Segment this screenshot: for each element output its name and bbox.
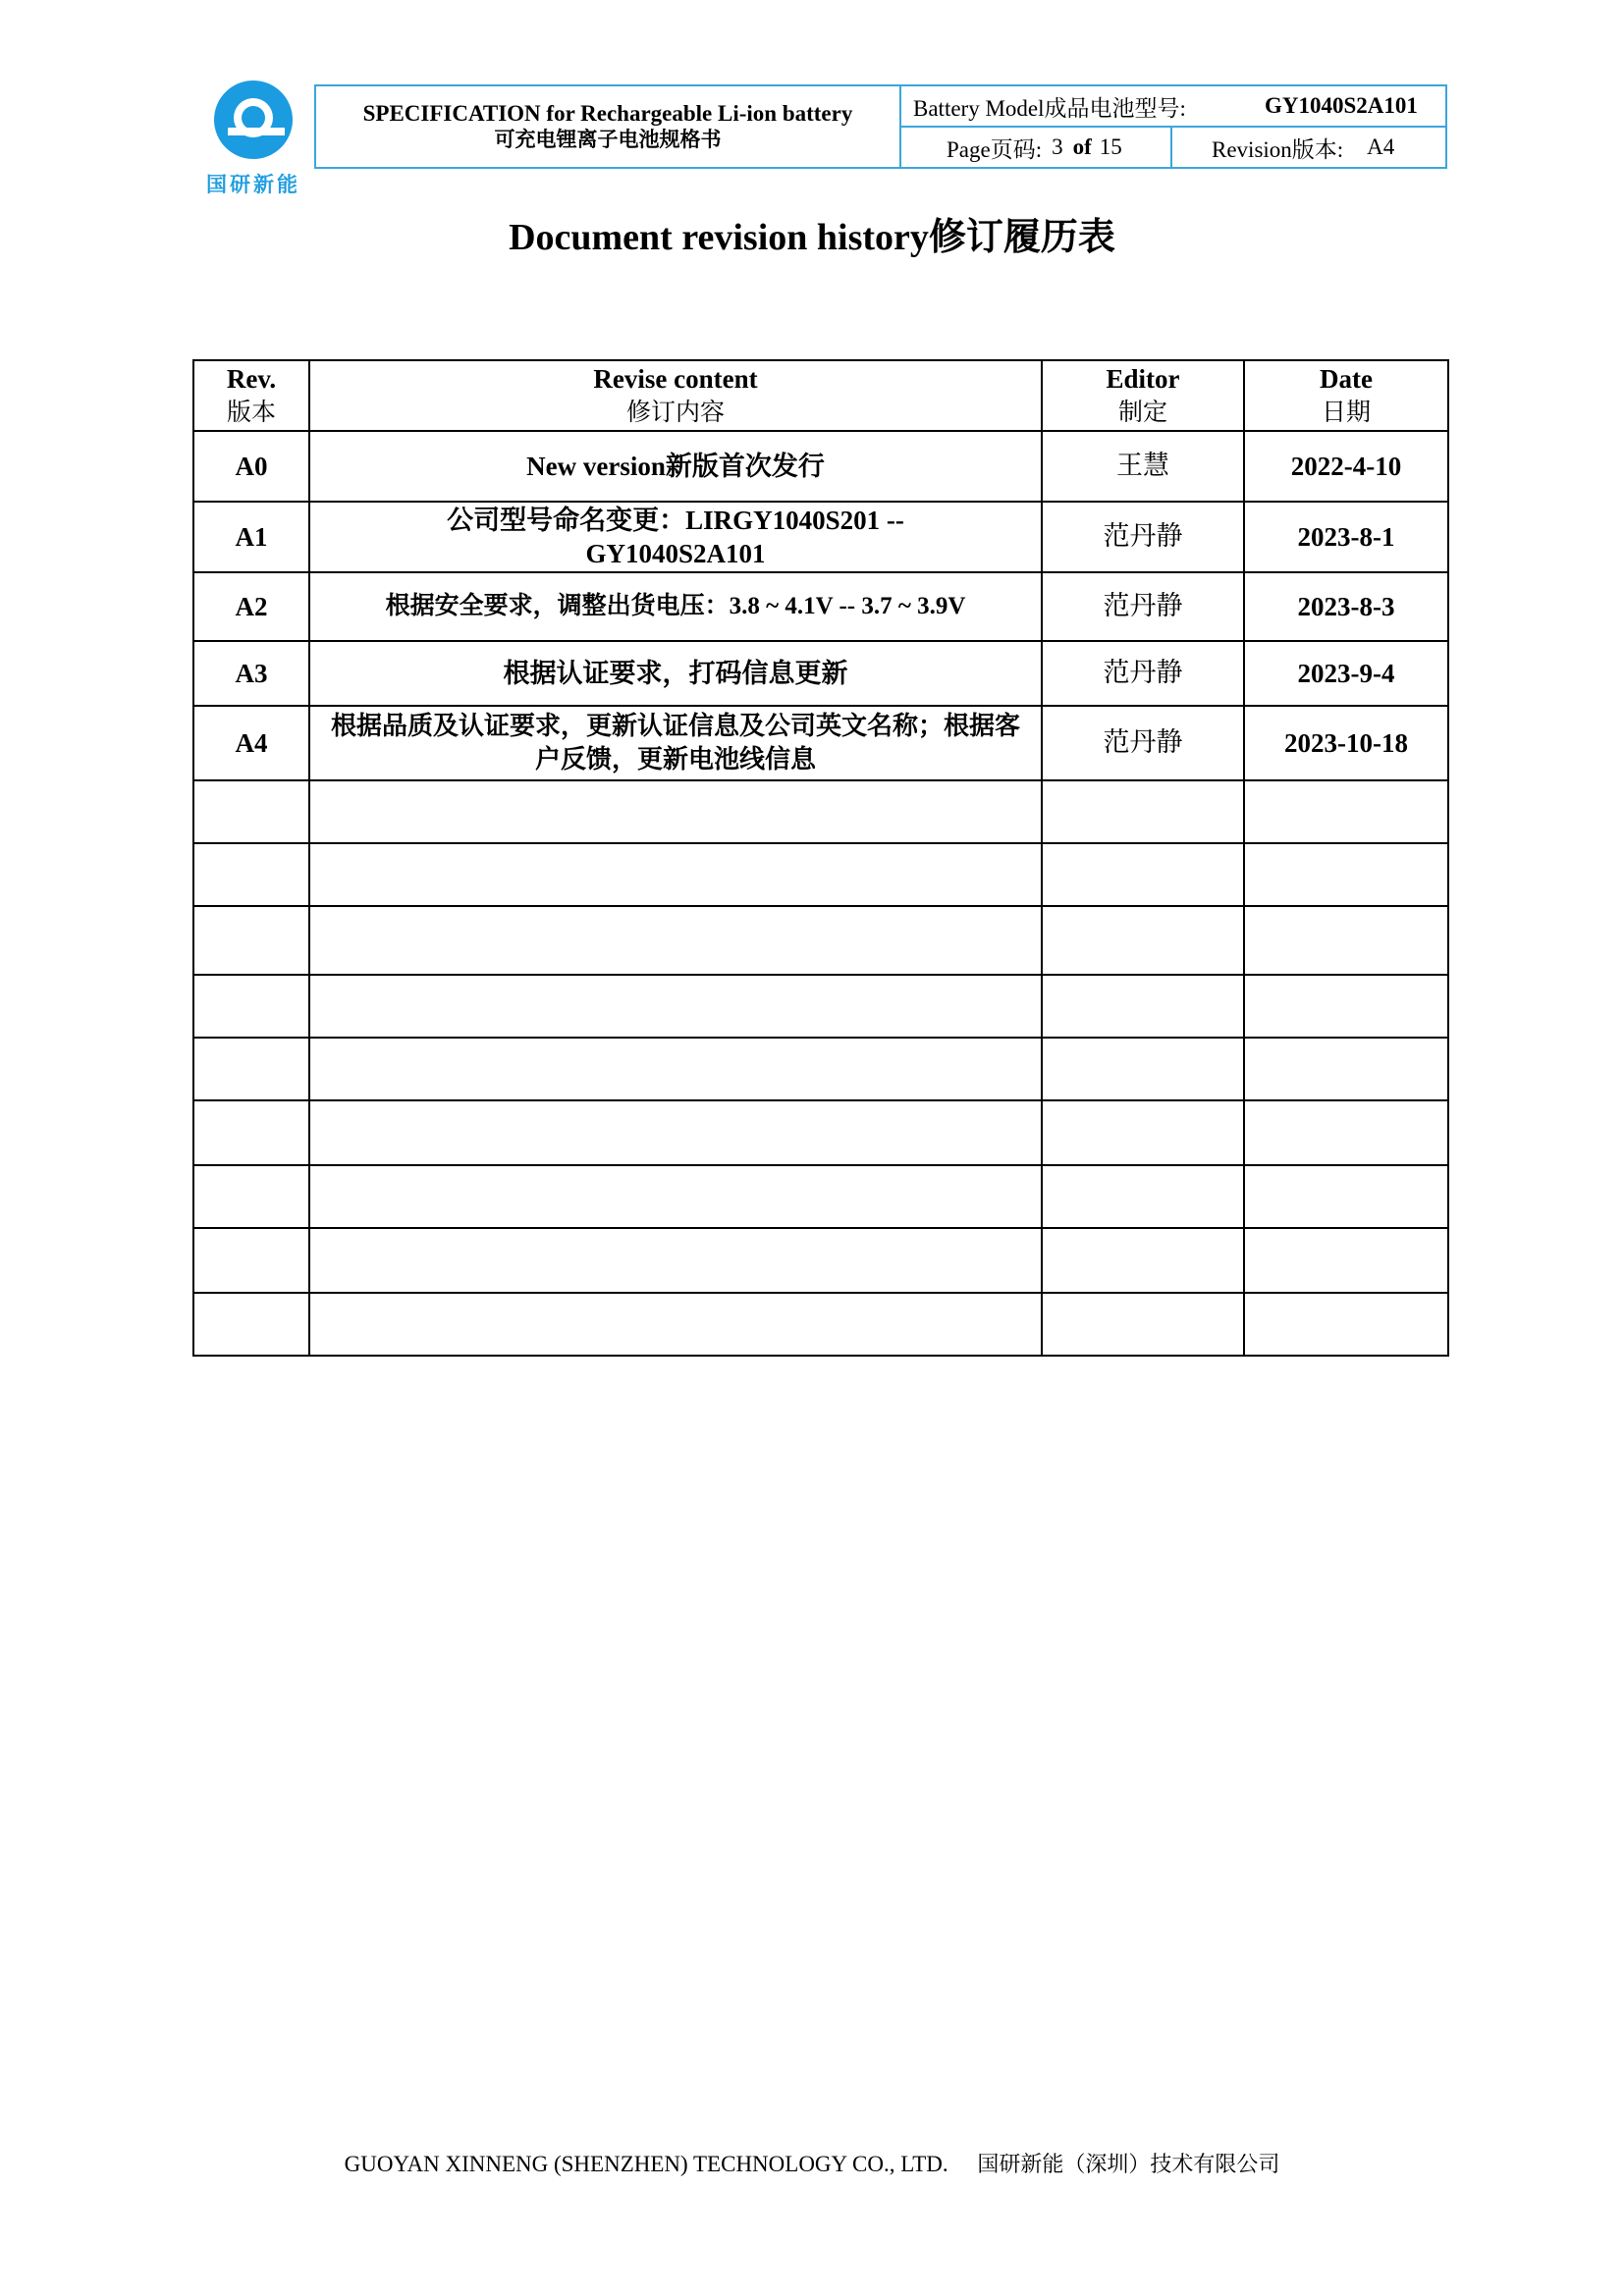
spec-meta-cell <box>901 86 1445 167</box>
empty-cell <box>1042 1293 1244 1356</box>
cell-date: 2023-9-4 <box>1244 641 1448 706</box>
cell-editor: 范丹静 <box>1042 572 1244 641</box>
spec-title-en: SPECIFICATION for Rechargeable Li-ion battery <box>362 101 853 126</box>
cell-editor: 范丹静 <box>1042 502 1244 572</box>
page-revision-row <box>901 128 1445 167</box>
empty-cell <box>1042 1228 1244 1293</box>
empty-row <box>193 906 1448 975</box>
empty-cell <box>193 1100 309 1165</box>
cell-rev: A3 <box>193 641 309 706</box>
empty-cell <box>193 906 309 975</box>
logo-emblem-icon <box>194 77 312 175</box>
revision-indicator <box>1172 132 1445 164</box>
empty-cell <box>193 1038 309 1100</box>
empty-cell <box>309 1228 1042 1293</box>
empty-row <box>193 1165 1448 1228</box>
table-row <box>193 641 1448 706</box>
cell-content: 根据品质及认证要求，更新认证信息及公司英文名称；根据客户反馈，更新电池线信息 <box>309 706 1042 780</box>
empty-cell <box>1244 1293 1448 1356</box>
empty-cell <box>309 843 1042 906</box>
cell-content: New version新版首次发行 <box>309 431 1042 502</box>
revision-history-table <box>192 359 1449 1357</box>
empty-row <box>193 780 1448 843</box>
table-row <box>193 502 1448 572</box>
empty-cell <box>1042 975 1244 1038</box>
empty-cell <box>1042 1100 1244 1165</box>
empty-cell <box>309 906 1042 975</box>
header-content <box>309 360 1042 431</box>
footer-company-zh: 国研新能（深圳）技术有限公司 <box>977 2153 1280 2177</box>
spec-header <box>314 84 1447 169</box>
empty-cell <box>1042 780 1244 843</box>
empty-cell <box>1042 906 1244 975</box>
revision-value: A4 <box>1367 134 1395 159</box>
empty-cell <box>1244 1038 1448 1100</box>
empty-cell <box>309 1165 1042 1228</box>
empty-row <box>193 1293 1448 1356</box>
empty-cell <box>1244 1100 1448 1165</box>
model-row <box>901 86 1445 128</box>
cell-date: 2023-8-1 <box>1244 502 1448 572</box>
cell-content: 根据认证要求，打码信息更新 <box>309 641 1042 706</box>
cell-content: 根据安全要求，调整出货电压：3.8 ~ 4.1V -- 3.7 ~ 3.9V <box>309 572 1042 641</box>
empty-cell <box>1042 1165 1244 1228</box>
logo-text: 国研新能 <box>206 173 300 196</box>
header-rev-zh: 版本 <box>226 398 276 426</box>
empty-cell <box>309 975 1042 1038</box>
page-of: of <box>1072 134 1092 159</box>
header-date-en: Date <box>1320 364 1373 394</box>
page-indicator <box>901 128 1172 167</box>
model-label: Battery Model成品电池型号: <box>913 95 1186 121</box>
header-content-en: Revise content <box>593 364 758 394</box>
table-row <box>193 572 1448 641</box>
cell-editor: 范丹静 <box>1042 641 1244 706</box>
header-editor-en: Editor <box>1106 364 1180 394</box>
page-current: 3 <box>1052 134 1063 159</box>
empty-cell <box>1042 843 1244 906</box>
empty-row <box>193 1038 1448 1100</box>
empty-cell <box>309 1100 1042 1165</box>
model-value: GY1040S2A101 <box>1265 93 1418 118</box>
header-editor <box>1042 360 1244 431</box>
page-title: Document revision history修订履历表 <box>509 217 1115 258</box>
empty-cell <box>1244 975 1448 1038</box>
header-date <box>1244 360 1448 431</box>
page-label: Page页码: <box>947 136 1043 162</box>
cell-rev: A2 <box>193 572 309 641</box>
cell-editor: 王慧 <box>1042 431 1244 502</box>
cell-rev: A4 <box>193 706 309 780</box>
empty-row <box>193 1100 1448 1165</box>
cell-rev: A1 <box>193 502 309 572</box>
spec-title-cell <box>316 86 901 167</box>
empty-cell <box>1244 843 1448 906</box>
cell-date: 2023-10-18 <box>1244 706 1448 780</box>
cell-editor: 范丹静 <box>1042 706 1244 780</box>
empty-cell <box>309 780 1042 843</box>
empty-row <box>193 975 1448 1038</box>
empty-cell <box>193 1165 309 1228</box>
revision-label: Revision版本: <box>1212 136 1344 162</box>
header-content-zh: 修订内容 <box>625 398 725 426</box>
empty-row <box>193 1228 1448 1293</box>
empty-cell <box>1042 1038 1244 1100</box>
page-footer <box>0 2148 1624 2178</box>
empty-cell <box>193 975 309 1038</box>
cell-rev: A0 <box>193 431 309 502</box>
empty-cell <box>193 1293 309 1356</box>
spec-title-zh: 可充电锂离子电池规格书 <box>494 128 722 151</box>
header-editor-zh: 制定 <box>1117 398 1167 426</box>
header-rev <box>193 360 309 431</box>
empty-cell <box>193 843 309 906</box>
empty-cell <box>1244 1228 1448 1293</box>
empty-cell <box>309 1293 1042 1356</box>
empty-cell <box>309 1038 1042 1100</box>
header-rev-en: Rev. <box>226 364 277 394</box>
footer-company-en: GUOYAN XINNENG (SHENZHEN) TECHNOLOGY CO., LTD. <box>344 2152 948 2176</box>
table-header-row <box>193 360 1448 431</box>
empty-cell <box>1244 906 1448 975</box>
header-date-zh: 日期 <box>1321 398 1371 426</box>
empty-cell <box>193 780 309 843</box>
cell-content: 公司型号命名变更：LIRGY1040S201 -- GY1040S2A101 <box>309 502 1042 572</box>
table-row <box>193 431 1448 502</box>
empty-cell <box>1244 780 1448 843</box>
cell-date: 2022-4-10 <box>1244 431 1448 502</box>
table-row <box>193 706 1448 780</box>
cell-date: 2023-8-3 <box>1244 572 1448 641</box>
page-total: 15 <box>1099 134 1122 159</box>
empty-row <box>193 843 1448 906</box>
empty-cell <box>1244 1165 1448 1228</box>
empty-cell <box>193 1228 309 1293</box>
